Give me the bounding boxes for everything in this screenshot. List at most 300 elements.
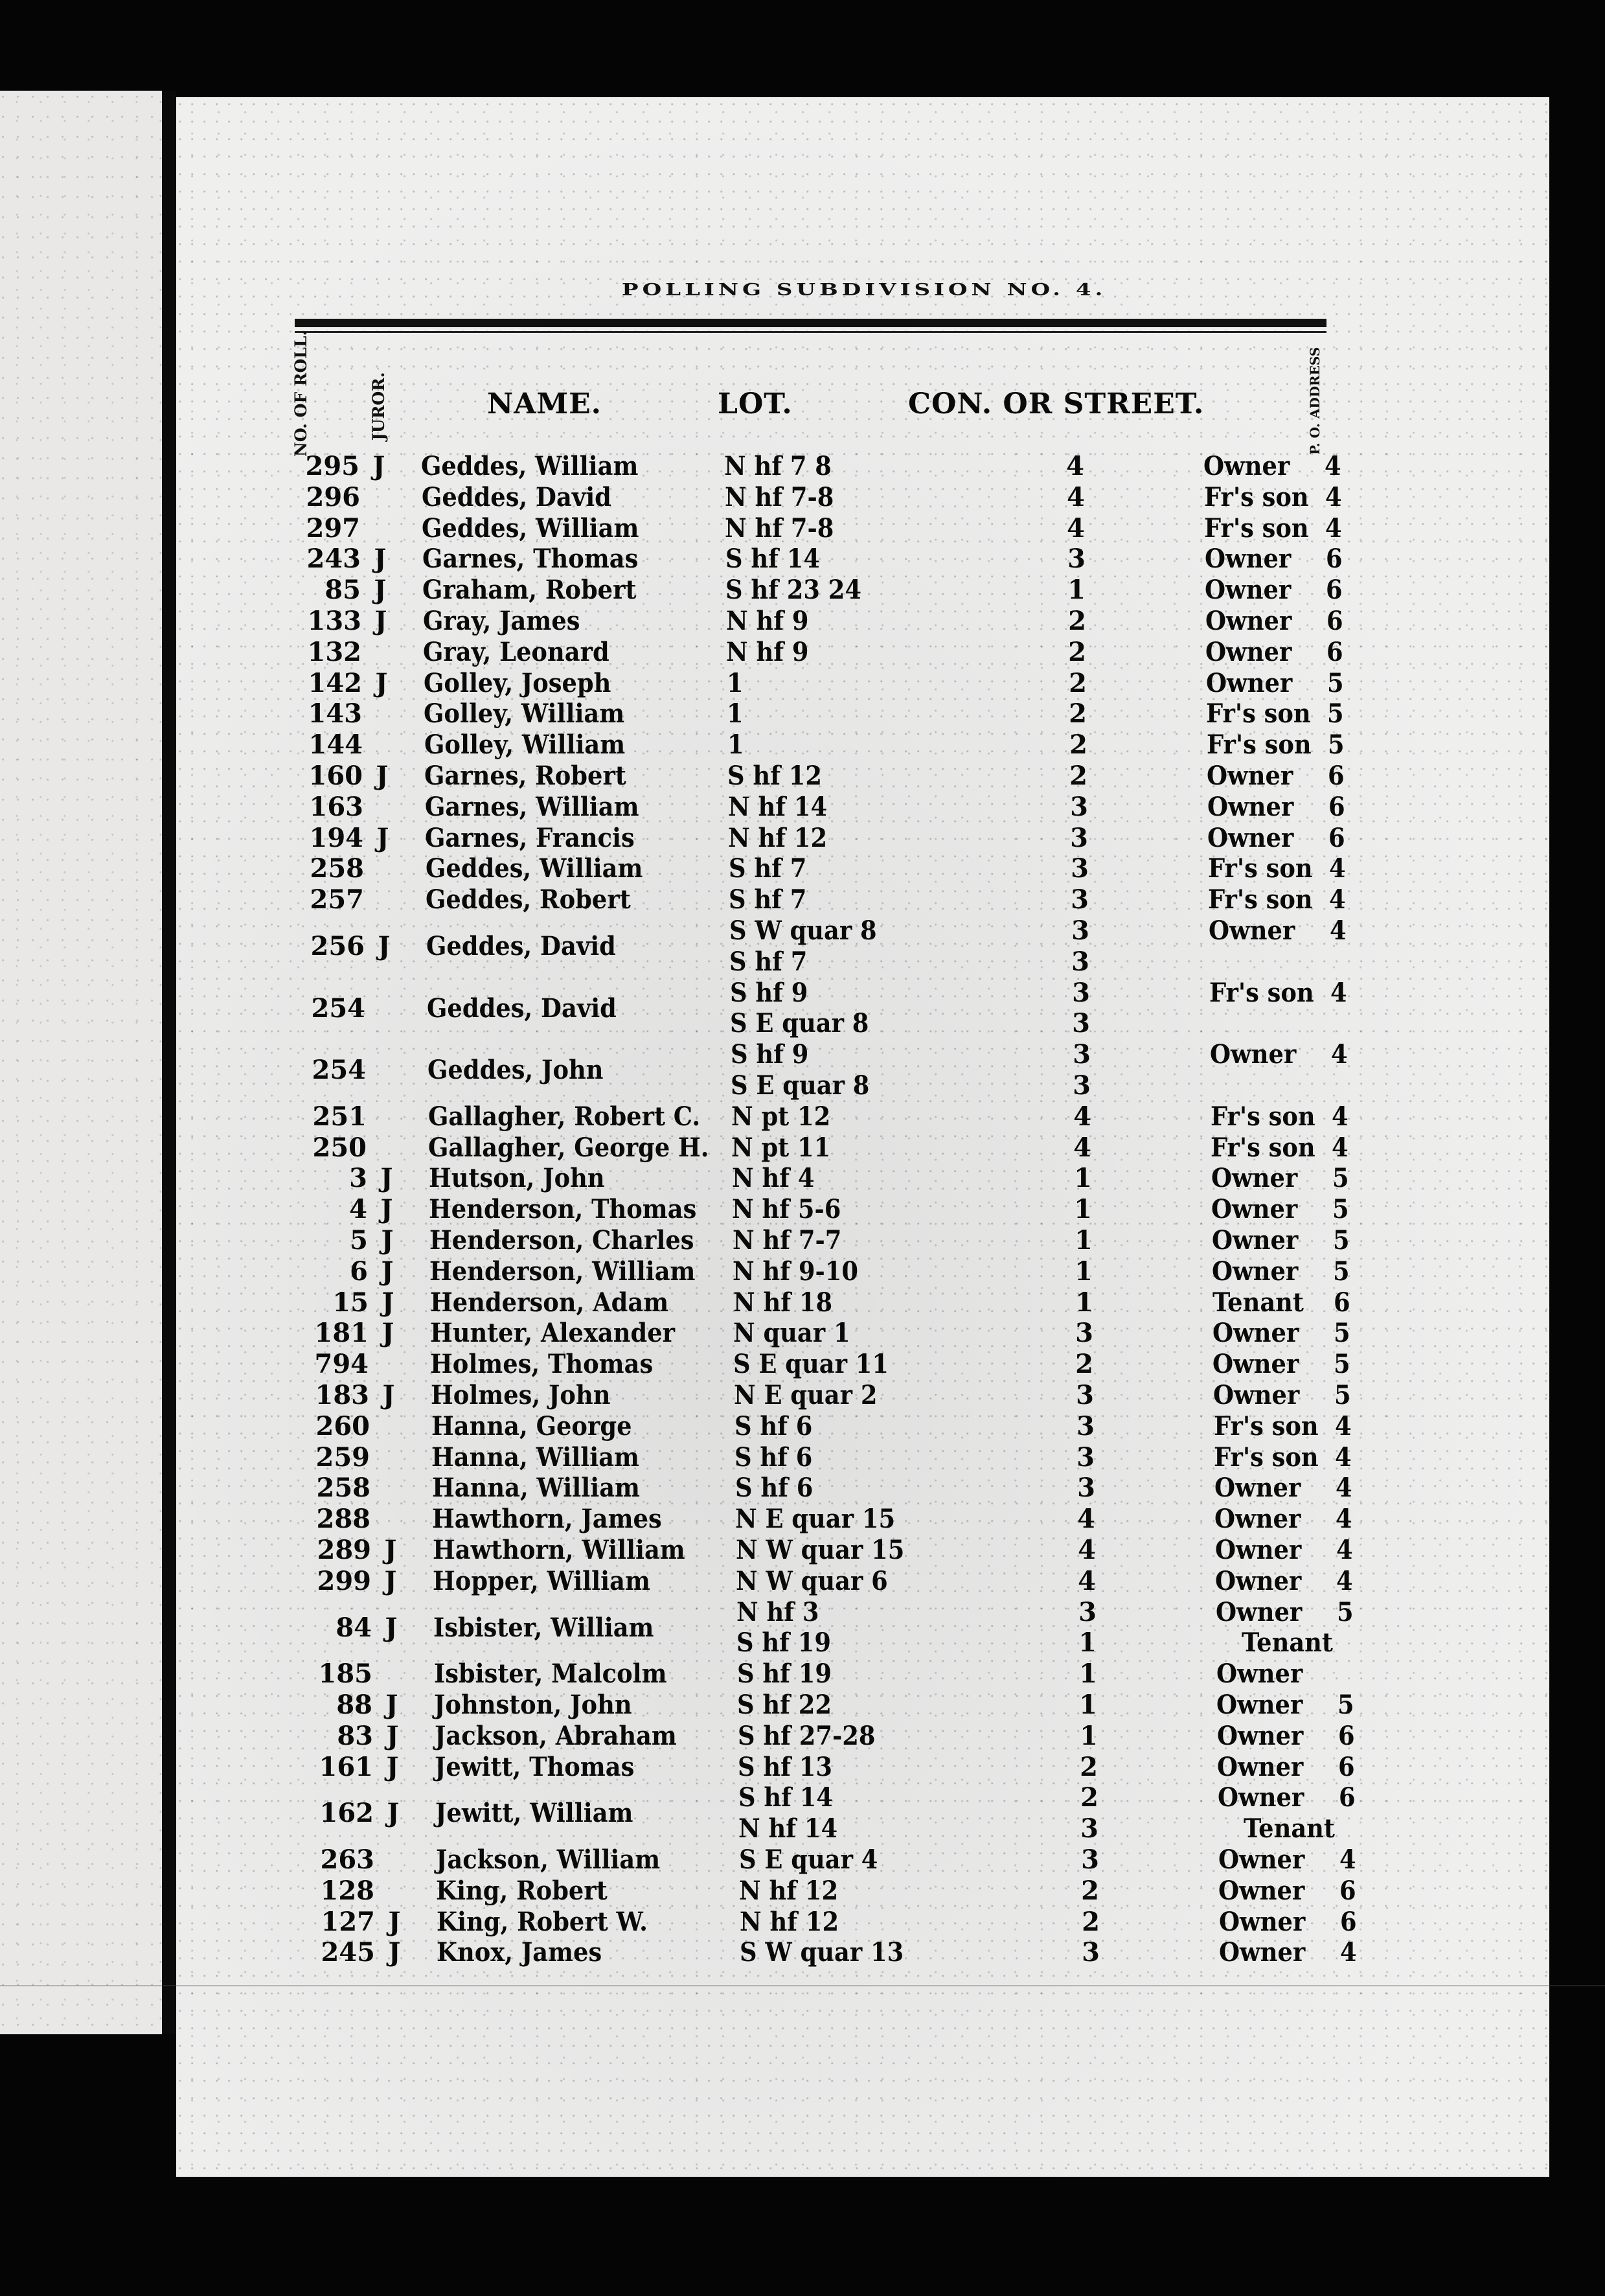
juror-mark: J: [382, 1380, 395, 1410]
po-address: 4: [1336, 1535, 1353, 1565]
po-address: 5: [1334, 1318, 1350, 1349]
roll-number: 296: [306, 481, 360, 512]
po-address: 6: [1338, 1720, 1355, 1751]
lot-description: S hf 9: [730, 977, 808, 1008]
juror-mark: J: [385, 1612, 398, 1643]
po-address: 5: [1332, 1163, 1349, 1194]
roll-number: 245: [321, 1937, 375, 1968]
roll-number: 243: [306, 544, 361, 575]
concession-number: 3: [1082, 1937, 1100, 1968]
po-address: 4: [1329, 853, 1346, 884]
juror-mark: J: [378, 930, 391, 961]
juror-mark: J: [386, 1751, 399, 1782]
concession-number: 4: [1073, 1101, 1091, 1132]
book-gutter: [162, 91, 176, 2034]
lot-description: S hf 14: [738, 1782, 834, 1813]
concession-number: 2: [1082, 1906, 1100, 1937]
lot-description: S hf 19: [737, 1659, 832, 1690]
voter-name: Golley, Joseph: [424, 667, 611, 698]
lot-description: N hf 7-8: [725, 512, 834, 544]
voter-name: Gallagher, George H.: [428, 1132, 709, 1163]
status-text: Owner: [1212, 1349, 1299, 1380]
roll-number: 161: [319, 1751, 373, 1782]
roll-number: 144: [308, 729, 363, 761]
voter-name: Garnes, Robert: [424, 761, 626, 791]
scan-line: [0, 1985, 1605, 1986]
voter-name: Hanna, William: [431, 1441, 639, 1473]
voter-name: Hanna, William: [432, 1473, 640, 1504]
juror-mark: J: [374, 544, 387, 575]
po-address: 4: [1330, 977, 1347, 1008]
roll-number: 4: [349, 1194, 367, 1225]
lot-description: 1: [727, 667, 744, 698]
lot-description: N quar 1: [733, 1318, 850, 1349]
juror-mark: J: [376, 822, 389, 853]
roll-number: 127: [321, 1906, 375, 1937]
voter-name: Gallagher, Robert C.: [428, 1101, 701, 1132]
roll-number: 84: [336, 1612, 372, 1643]
lot-description: S hf 6: [734, 1441, 813, 1473]
concession-number: 4: [1078, 1535, 1096, 1565]
roll-number: 263: [320, 1844, 374, 1875]
concession-number: 4: [1077, 1504, 1095, 1535]
status-text: Owner: [1215, 1535, 1302, 1565]
concession-number: 3: [1072, 1008, 1090, 1039]
concession-number: 3: [1071, 884, 1089, 915]
concession-number: 1: [1079, 1690, 1097, 1720]
lot-description: S hf 12: [727, 761, 823, 791]
status-text: Owner: [1216, 1690, 1303, 1720]
concession-number: 1: [1074, 1194, 1092, 1225]
col-header-po: P. O. ADDRESS: [1307, 347, 1323, 455]
juror-mark: J: [372, 451, 385, 481]
juror-mark: J: [381, 1287, 394, 1318]
concession-number: 1: [1080, 1720, 1098, 1751]
concession-number: 2: [1075, 1349, 1093, 1380]
col-header-roll: NO. OF ROLL.: [291, 330, 310, 457]
status-text: Owner: [1212, 1256, 1299, 1287]
col-header-name: NAME.: [487, 387, 602, 420]
po-address: 4: [1336, 1504, 1352, 1535]
concession-number: 4: [1078, 1565, 1096, 1596]
concession-number: 3: [1072, 977, 1090, 1008]
concession-number: 3: [1073, 1039, 1091, 1070]
roll-number: 299: [317, 1565, 371, 1596]
roll-number: 181: [314, 1318, 369, 1349]
lot-description: N hf 9: [726, 636, 809, 667]
lot-description: S hf 14: [725, 544, 821, 575]
concession-number: 3: [1076, 1441, 1095, 1473]
juror-mark: J: [388, 1937, 401, 1968]
roll-number: 257: [310, 884, 364, 915]
lot-description: S E quar 8: [731, 1070, 870, 1101]
concession-number: 1: [1074, 1163, 1092, 1194]
po-address: 5: [1333, 1225, 1350, 1256]
roll-number: 254: [311, 993, 365, 1024]
juror-mark: J: [381, 1225, 394, 1256]
po-address: 5: [1332, 1194, 1349, 1225]
status-text: Fr's son: [1208, 853, 1313, 884]
concession-number: 3: [1067, 544, 1086, 575]
lot-description: N hf 12: [740, 1906, 839, 1937]
lot-description: S hf 7: [729, 884, 807, 915]
status-text: Owner: [1213, 1380, 1300, 1410]
juror-mark: J: [380, 1194, 393, 1225]
lot-description: S E quar 4: [739, 1844, 878, 1875]
po-address: 5: [1327, 667, 1344, 698]
po-address: 6: [1334, 1287, 1350, 1318]
status-text: Fr's son: [1206, 698, 1311, 729]
status-text: Tenant: [1244, 1813, 1335, 1844]
roll-number: 85: [324, 575, 361, 606]
concession-number: 2: [1068, 606, 1086, 636]
lot-description: S hf 22: [737, 1690, 832, 1720]
roll-number: 258: [310, 853, 364, 884]
status-text: Owner: [1207, 791, 1294, 822]
po-address: 5: [1337, 1596, 1354, 1627]
status-text: Owner: [1207, 761, 1293, 791]
po-address: 5: [1334, 1349, 1350, 1380]
roll-number: 295: [305, 451, 359, 481]
lot-description: S hf 7: [729, 946, 808, 977]
concession-number: 1: [1067, 575, 1086, 606]
roll-number: 88: [336, 1690, 372, 1720]
lot-description: N hf 9-10: [733, 1256, 858, 1287]
lot-description: S hf 27-28: [738, 1720, 876, 1751]
voter-name: Geddes, Robert: [426, 884, 631, 915]
status-text: Owner: [1219, 1937, 1306, 1968]
concession-number: 4: [1066, 451, 1084, 481]
status-text: Owner: [1216, 1596, 1303, 1627]
concession-number: 1: [1078, 1627, 1097, 1659]
voter-name: Geddes, John: [427, 1055, 604, 1086]
voter-name: Hawthorn, James: [432, 1504, 662, 1535]
po-address: 4: [1329, 884, 1346, 915]
status-text: Owner: [1219, 1906, 1306, 1937]
voter-name: Gray, James: [423, 606, 580, 636]
roll-number: 250: [312, 1132, 367, 1163]
po-address: 4: [1325, 512, 1342, 544]
juror-mark: J: [384, 1565, 397, 1596]
heading-rule-thin: [295, 331, 1326, 333]
po-address: 6: [1340, 1906, 1357, 1937]
voter-name: Garnes, Thomas: [422, 544, 639, 575]
concession-number: 3: [1078, 1596, 1097, 1627]
status-text: Owner: [1210, 1039, 1297, 1070]
status-text: Owner: [1205, 544, 1292, 575]
facing-page-fragment: [0, 91, 162, 2034]
concession-number: 4: [1067, 512, 1085, 544]
roll-number: 259: [315, 1441, 370, 1473]
roll-number: 251: [312, 1101, 367, 1132]
lot-description: S E quar 11: [733, 1349, 889, 1380]
concession-number: 2: [1069, 729, 1087, 761]
page-heading: POLLING SUBDIVISION NO. 4.: [622, 280, 1107, 299]
juror-mark: J: [375, 667, 388, 698]
roll-number: 83: [337, 1720, 373, 1751]
po-address: 4: [1332, 1132, 1349, 1163]
roll-number: 260: [315, 1410, 370, 1441]
lot-description: S hf 13: [738, 1751, 833, 1782]
lot-description: N hf 4: [732, 1163, 815, 1194]
juror-mark: J: [385, 1690, 398, 1720]
concession-number: 2: [1068, 636, 1086, 667]
po-address: 6: [1339, 1875, 1356, 1906]
voter-name: King, Robert W.: [437, 1906, 648, 1937]
status-text: Fr's son: [1209, 977, 1314, 1008]
po-address: 4: [1339, 1844, 1356, 1875]
roll-number: 288: [316, 1504, 370, 1535]
status-text: Owner: [1205, 606, 1292, 636]
concession-number: 3: [1076, 1410, 1095, 1441]
concession-number: 3: [1077, 1473, 1095, 1504]
roll-number: 160: [308, 761, 363, 791]
lot-description: N hf 7-8: [725, 481, 834, 512]
lot-description: N W quar 15: [736, 1535, 905, 1565]
lot-description: S W quar 8: [729, 915, 877, 946]
voter-name: Hutson, John: [429, 1163, 605, 1194]
roll-number: 289: [317, 1535, 371, 1565]
voter-name: Henderson, Adam: [430, 1287, 669, 1318]
voter-name: Hawthorn, William: [433, 1535, 685, 1565]
po-address: 4: [1335, 1410, 1352, 1441]
voter-name: Jewitt, Thomas: [435, 1751, 635, 1782]
po-address: 4: [1336, 1565, 1353, 1596]
status-text: Owner: [1215, 1565, 1302, 1596]
po-address: 6: [1328, 761, 1345, 791]
status-text: Owner: [1214, 1473, 1301, 1504]
status-text: Tenant: [1242, 1627, 1333, 1659]
voter-name: Holmes, Thomas: [430, 1349, 654, 1380]
po-address: 6: [1328, 822, 1345, 853]
voter-name: Jackson, Abraham: [435, 1720, 677, 1751]
voter-name: Geddes, David: [427, 993, 617, 1024]
col-header-con: CON. OR STREET.: [908, 387, 1205, 420]
voter-name: Geddes, William: [421, 451, 639, 481]
po-address: 6: [1328, 791, 1345, 822]
voter-name: Geddes, William: [426, 853, 643, 884]
roll-number: 15: [332, 1287, 369, 1318]
lot-description: N hf 3: [736, 1596, 819, 1627]
po-address: 6: [1326, 575, 1343, 606]
lot-description: S hf 19: [736, 1627, 832, 1659]
concession-number: 3: [1071, 946, 1089, 977]
po-address: 6: [1326, 606, 1343, 636]
status-text: Owner: [1214, 1504, 1301, 1535]
juror-mark: J: [376, 761, 389, 791]
status-text: Owner: [1211, 1163, 1298, 1194]
concession-number: 3: [1070, 822, 1088, 853]
status-text: Fr's son: [1204, 512, 1309, 544]
juror-mark: J: [381, 1256, 394, 1287]
lot-description: N hf 7 8: [724, 451, 832, 481]
status-text: Owner: [1212, 1225, 1299, 1256]
status-text: Tenant: [1212, 1287, 1304, 1318]
roll-number: 794: [314, 1349, 369, 1380]
concession-number: 3: [1075, 1318, 1093, 1349]
roll-number: 133: [307, 606, 361, 636]
po-address: 5: [1338, 1690, 1354, 1720]
status-text: Owner: [1203, 451, 1290, 481]
voter-name: Geddes, David: [426, 930, 616, 961]
voter-name: Gray, Leonard: [423, 636, 609, 667]
po-address: 6: [1326, 636, 1343, 667]
status-text: Owner: [1218, 1875, 1305, 1906]
juror-mark: J: [384, 1535, 397, 1565]
voter-name: Isbister, Malcolm: [434, 1659, 667, 1690]
voter-name: Garnes, William: [425, 791, 639, 822]
status-text: Fr's son: [1211, 1132, 1315, 1163]
roll-number: 142: [308, 667, 362, 698]
lot-description: N hf 5-6: [732, 1194, 841, 1225]
voter-name: Holmes, John: [431, 1380, 611, 1410]
concession-number: 1: [1075, 1256, 1093, 1287]
voter-name: Henderson, Charles: [429, 1225, 694, 1256]
col-header-juror: JUROR.: [369, 372, 388, 441]
status-text: Owner: [1216, 1659, 1303, 1690]
concession-number: 2: [1069, 667, 1087, 698]
concession-number: 3: [1071, 915, 1089, 946]
roll-number: 143: [308, 698, 362, 729]
status-text: Owner: [1218, 1844, 1305, 1875]
lot-description: N hf 12: [739, 1875, 839, 1906]
lot-description: S hf 9: [731, 1039, 809, 1070]
status-text: Owner: [1217, 1720, 1304, 1751]
status-text: Fr's son: [1214, 1410, 1319, 1441]
concession-number: 3: [1071, 853, 1089, 884]
concession-number: 1: [1079, 1659, 1097, 1690]
voter-name: King, Robert: [436, 1875, 608, 1906]
status-text: Owner: [1217, 1751, 1304, 1782]
roll-number: 3: [349, 1163, 367, 1194]
lot-description: N E quar 2: [734, 1380, 878, 1410]
concession-number: 2: [1080, 1782, 1098, 1813]
lot-description: S hf 6: [734, 1410, 813, 1441]
juror-mark: J: [374, 575, 387, 606]
voter-name: Golley, William: [424, 729, 626, 761]
juror-mark: J: [381, 1318, 394, 1349]
po-address: 5: [1328, 729, 1345, 761]
lot-description: N hf 9: [726, 606, 809, 636]
roll-number: 183: [315, 1380, 369, 1410]
po-address: 5: [1333, 1256, 1350, 1287]
concession-number: 3: [1080, 1813, 1098, 1844]
status-text: Fr's son: [1211, 1101, 1315, 1132]
lot-description: 1: [727, 698, 744, 729]
lot-description: S hf 7: [729, 853, 807, 884]
roll-number: 256: [310, 930, 365, 961]
voter-name: Johnston, John: [434, 1690, 632, 1720]
po-address: 6: [1326, 544, 1343, 575]
po-address: 4: [1330, 915, 1347, 946]
juror-mark: J: [388, 1906, 401, 1937]
voter-name: Jackson, William: [436, 1844, 661, 1875]
roll-number: 185: [318, 1659, 372, 1690]
status-text: Owner: [1207, 822, 1294, 853]
lot-description: N W quar 6: [736, 1565, 888, 1596]
roll-number: 132: [307, 636, 361, 667]
roll-number: 258: [316, 1473, 370, 1504]
lot-description: N pt 11: [731, 1132, 831, 1163]
status-text: Fr's son: [1204, 481, 1309, 512]
lot-description: N hf 12: [728, 822, 828, 853]
concession-number: 2: [1081, 1875, 1099, 1906]
lot-description: N hf 18: [733, 1287, 833, 1318]
status-text: Fr's son: [1214, 1441, 1319, 1473]
concession-number: 2: [1069, 761, 1087, 791]
concession-number: 4: [1073, 1132, 1091, 1163]
voter-name: Geddes, William: [422, 512, 639, 544]
po-address: 4: [1336, 1473, 1352, 1504]
roll-number: 128: [320, 1875, 374, 1906]
lot-description: N pt 12: [731, 1101, 831, 1132]
voter-name: Hopper, William: [433, 1565, 650, 1596]
status-text: Owner: [1209, 915, 1295, 946]
lot-description: S W quar 13: [740, 1937, 904, 1968]
heading-rule-thick: [295, 319, 1326, 327]
lot-description: N E quar 15: [735, 1504, 896, 1535]
lot-description: S hf 6: [735, 1473, 814, 1504]
roll-number: 162: [319, 1798, 374, 1829]
status-text: Fr's son: [1208, 884, 1313, 915]
roll-number: 254: [312, 1055, 366, 1086]
concession-number: 2: [1069, 698, 1087, 729]
roll-number: 163: [309, 791, 363, 822]
concession-number: 3: [1073, 1070, 1091, 1101]
lot-description: N hf 7-7: [733, 1225, 842, 1256]
voter-name: Garnes, Francis: [425, 822, 635, 853]
juror-mark: J: [374, 606, 387, 636]
voter-name: Henderson, Thomas: [429, 1194, 697, 1225]
po-address: 4: [1325, 451, 1341, 481]
status-text: Owner: [1218, 1782, 1304, 1813]
voter-name: Golley, William: [424, 698, 625, 729]
roll-number: 5: [350, 1225, 368, 1256]
po-address: 4: [1332, 1101, 1349, 1132]
po-address: 4: [1340, 1937, 1357, 1968]
lot-description: S E quar 8: [730, 1008, 869, 1039]
voter-name: Jewitt, William: [435, 1798, 633, 1829]
po-address: 5: [1334, 1380, 1351, 1410]
status-text: Owner: [1206, 667, 1293, 698]
concession-number: 2: [1080, 1751, 1098, 1782]
voter-name: Geddes, David: [422, 481, 611, 512]
po-address: 4: [1331, 1039, 1348, 1070]
status-text: Owner: [1211, 1194, 1298, 1225]
roll-number: 6: [350, 1256, 368, 1287]
roll-number: 194: [309, 822, 363, 853]
voter-name: Henderson, William: [429, 1256, 696, 1287]
lot-description: S hf 23 24: [725, 575, 862, 606]
juror-mark: J: [386, 1720, 399, 1751]
voter-name: Hanna, George: [431, 1410, 632, 1441]
concession-number: 3: [1081, 1844, 1099, 1875]
status-text: Owner: [1212, 1318, 1299, 1349]
po-address: 4: [1335, 1441, 1352, 1473]
status-text: Owner: [1205, 575, 1292, 606]
concession-number: 3: [1076, 1380, 1094, 1410]
po-address: 6: [1339, 1782, 1356, 1813]
col-header-lot: LOT.: [718, 387, 793, 420]
lot-description: 1: [727, 729, 744, 761]
roll-number: 297: [306, 512, 360, 544]
po-address: 6: [1338, 1751, 1355, 1782]
po-address: 5: [1327, 698, 1344, 729]
lot-description: N hf 14: [728, 791, 828, 822]
lot-description: N hf 14: [738, 1813, 838, 1844]
concession-number: 1: [1075, 1287, 1093, 1318]
voter-name: Hunter, Alexander: [430, 1318, 676, 1349]
